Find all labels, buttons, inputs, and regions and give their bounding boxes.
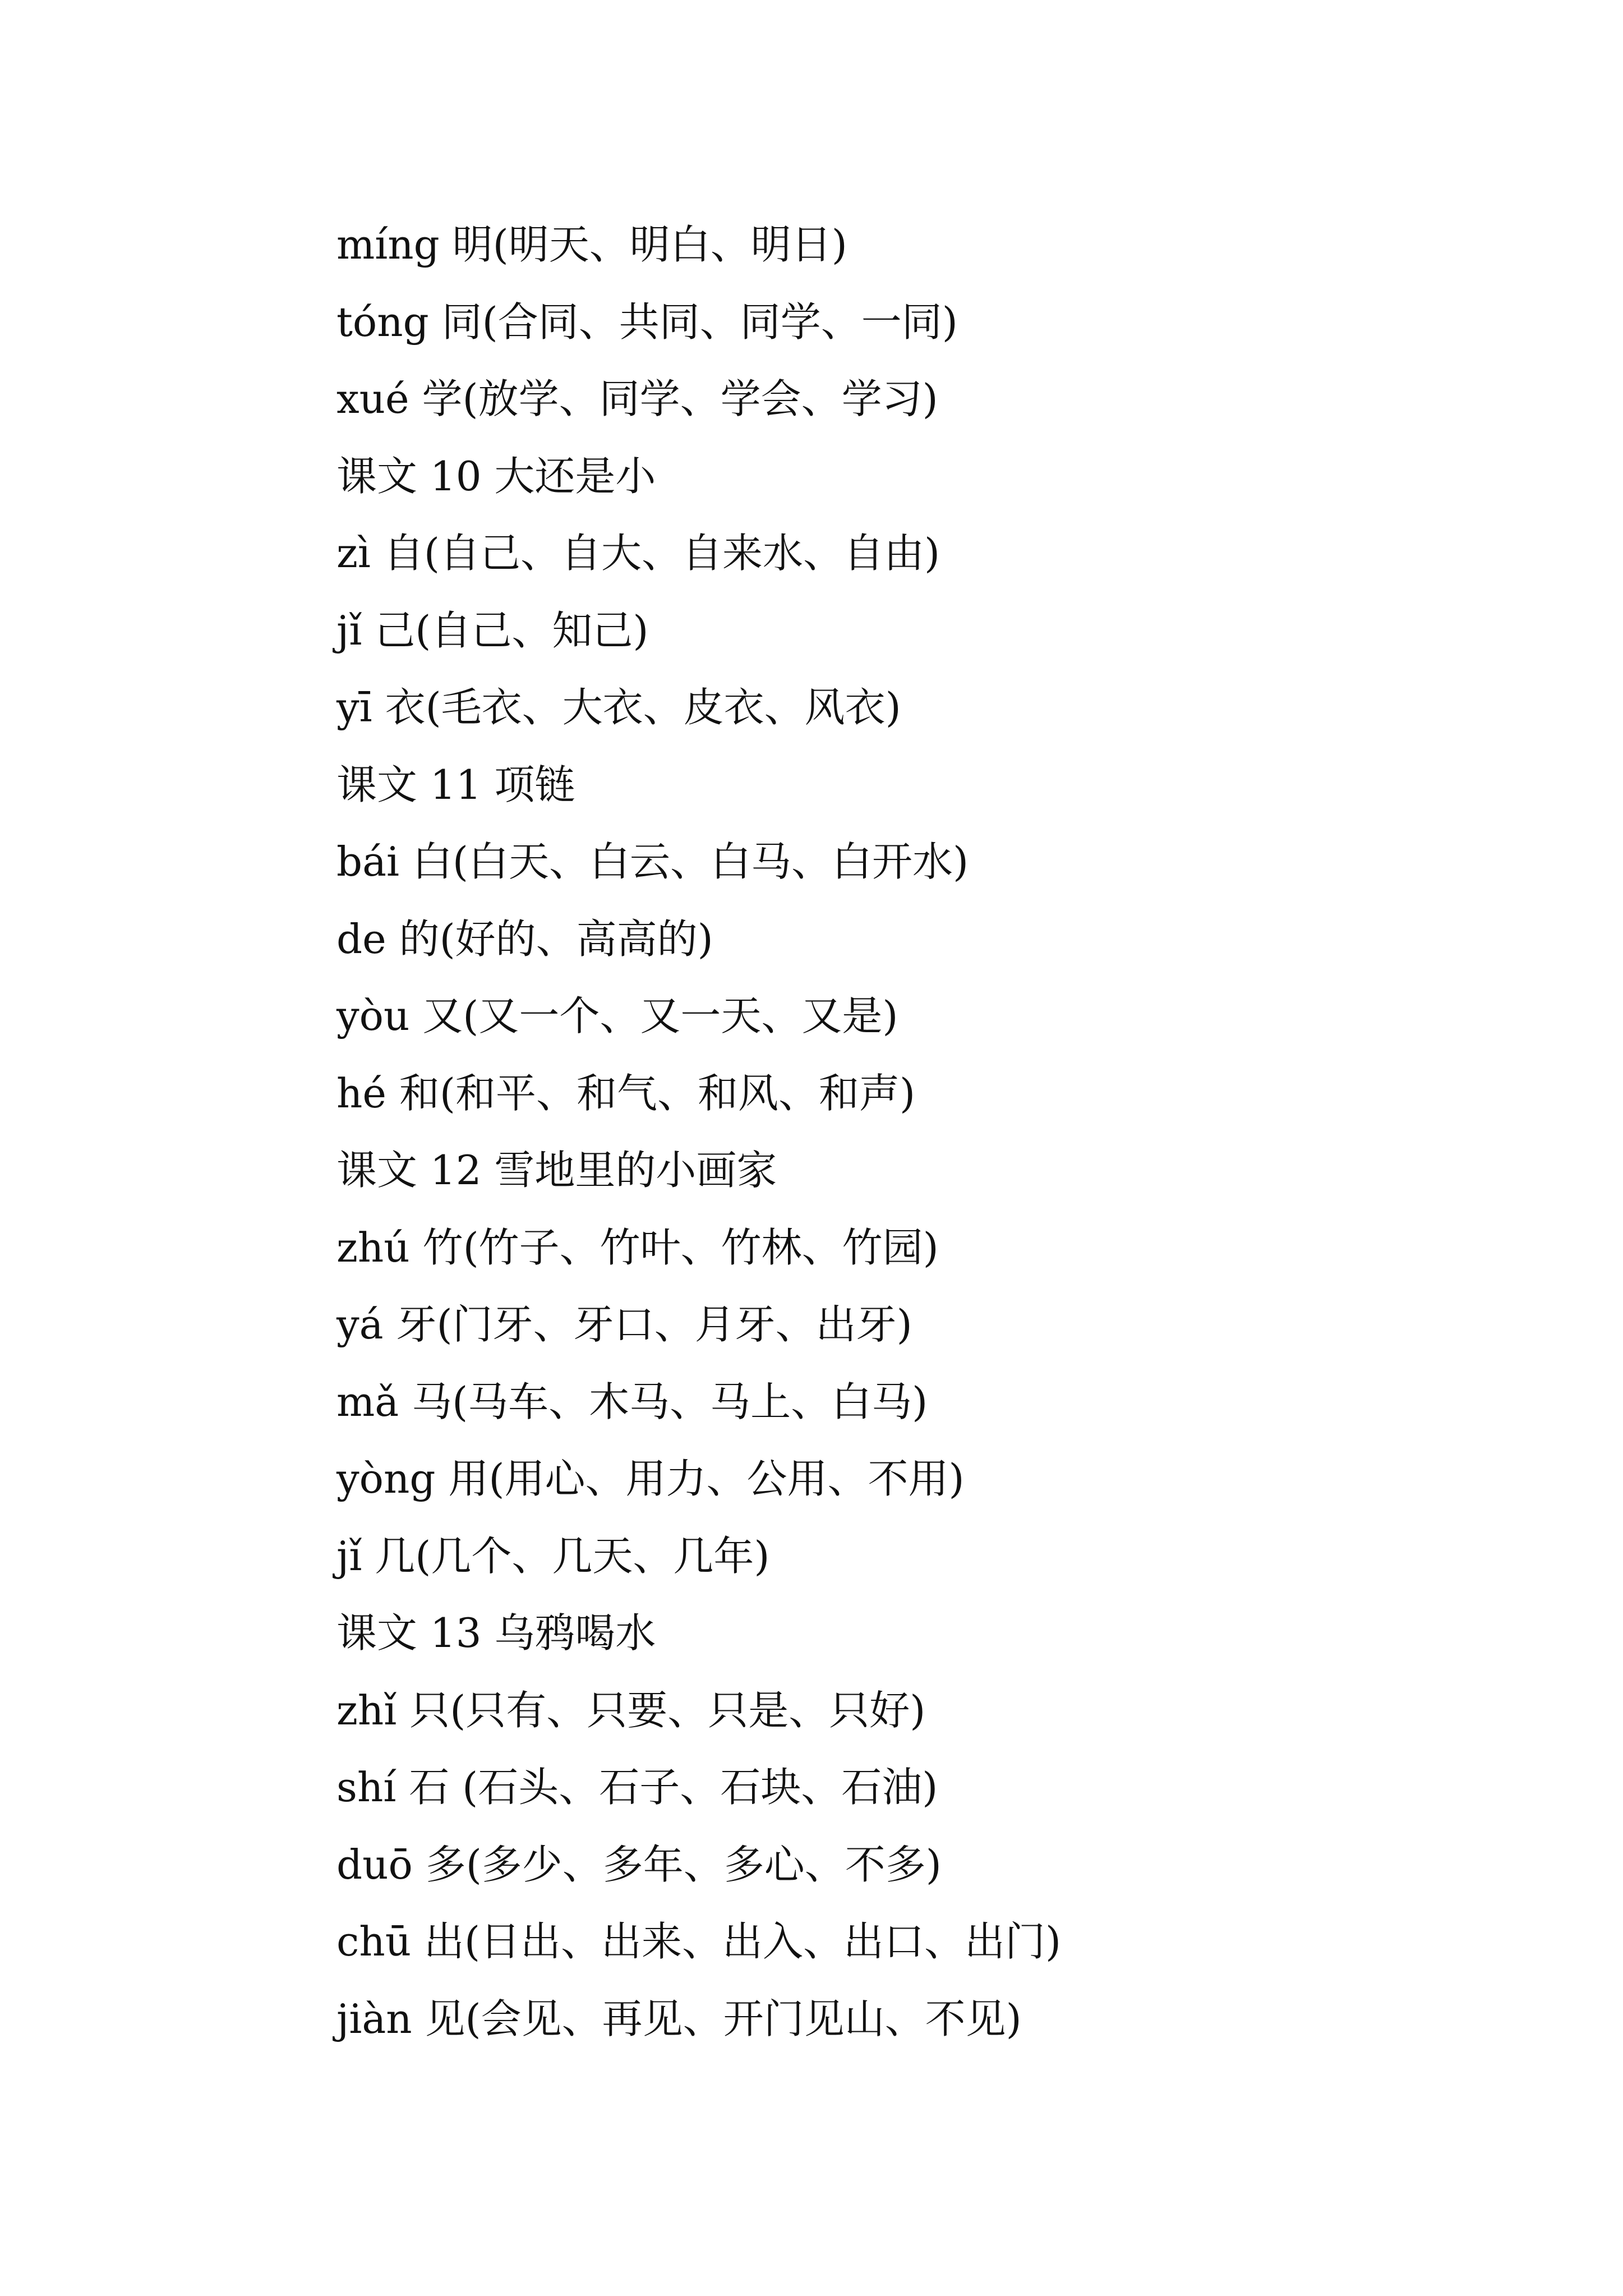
vocab-line-tong: tóng 同(合同、共同、同学、一同) [336, 298, 958, 346]
vocab-line-jian: jiàn 见(会见、再见、开门见山、不见) [336, 1995, 1022, 2042]
vocab-line-shi: shí 石 (石头、石子、石块、石油) [336, 1764, 938, 1811]
lesson-heading-13: 课文 13 乌鸦喝水 [336, 1609, 656, 1657]
vocab-line-ming: míng 明(明天、明白、明日) [336, 221, 847, 268]
vocab-line-yong: yòng 用(用心、用力、公用、不用) [336, 1455, 965, 1502]
vocabulary-list [336, 206, 1542, 2058]
vocab-line-ya: yá 牙(门牙、牙口、月牙、出牙) [336, 1301, 912, 1348]
vocab-line-de: de 的(好的、高高的) [336, 915, 713, 963]
vocab-line-chu: chū 出(日出、出来、出入、出口、出门) [336, 1918, 1062, 1965]
lesson-heading-10: 课文 10 大还是小 [336, 452, 656, 500]
lesson-heading-12: 课文 12 雪地里的小画家 [336, 1147, 777, 1194]
vocab-line-yi: yī 衣(毛衣、大衣、皮衣、风衣) [336, 684, 901, 731]
vocab-line-bai: bái 白(白天、白云、白马、白开水) [336, 838, 969, 885]
vocab-line-duo: duō 多(多少、多年、多心、不多) [336, 1841, 942, 1888]
vocab-line-you: yòu 又(又一个、又一天、又是) [336, 992, 898, 1039]
lesson-heading-11: 课文 11 项链 [336, 761, 575, 808]
vocab-line-ji-self: jǐ 己(自己、知己) [336, 606, 649, 654]
vocab-line-ji-few: jǐ 几(几个、几天、几年) [336, 1532, 770, 1580]
vocab-line-xue: xué 学(放学、同学、学会、学习) [336, 375, 938, 422]
vocab-line-zhi: zhǐ 只(只有、只要、只是、只好) [336, 1686, 926, 1734]
vocab-line-zi: zì 自(自己、自大、自来水、自由) [336, 530, 940, 577]
vocab-line-he: hé 和(和平、和气、和风、和声) [336, 1069, 916, 1117]
vocab-line-ma: mǎ 马(马车、木马、马上、白马) [336, 1378, 928, 1425]
vocab-line-zhu: zhú 竹(竹子、竹叶、竹林、竹园) [336, 1223, 939, 1271]
